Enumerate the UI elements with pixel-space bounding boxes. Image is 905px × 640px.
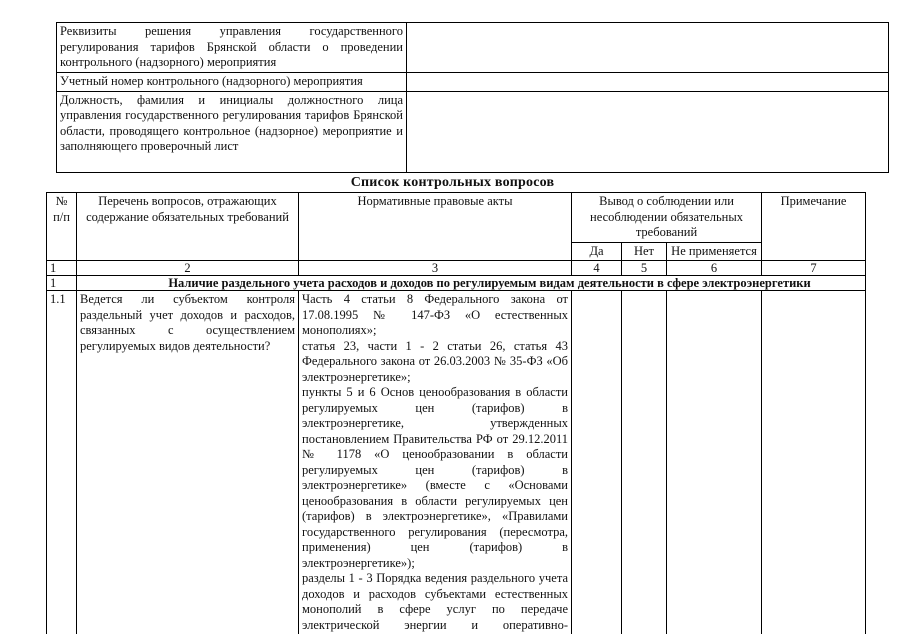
- legal-act-line: (тарифов) в электроэнергетике», «Правилами: [302, 509, 568, 523]
- legal-act-line: Федерального закона от 26.03.2003 № 35-ФЗ «Об: [302, 354, 568, 368]
- legal-act-line: электрической энергии и оперативно-: [302, 617, 568, 632]
- header-na: Не применяется: [667, 242, 762, 261]
- legal-act-line: доходов и расходов субъектами естественных: [302, 586, 568, 601]
- legal-act-line: постановлением Правительства РФ от 29.12.2011: [302, 431, 568, 446]
- legal-act-line: ценообразования в области регулируемых цен: [302, 493, 568, 508]
- decision-requisites-value: [407, 23, 889, 73]
- row-num: 1.1: [47, 291, 77, 635]
- header-row: [47, 193, 866, 243]
- column-numbers-row: [47, 261, 866, 276]
- header-conclusion: Вывод о соблюдении или несоблюдении обязательных требований: [572, 193, 762, 243]
- header-no: Нет: [622, 242, 667, 261]
- legal-act-line: электроэнергетике»;: [302, 369, 411, 384]
- details-row-decision: [57, 23, 889, 73]
- column-number-3: 3: [299, 261, 572, 276]
- header-questions: Перечень вопросов, отражающих содержание обязательных требований: [77, 193, 299, 261]
- legal-act-line: регулируемых цен (тарифов) в: [302, 400, 568, 415]
- legal-act-line: регулируемых цен (тарифов) в: [302, 462, 568, 477]
- account-number-label: Учетный номер контрольного (надзорного) мероприятия: [57, 73, 407, 92]
- row-yes-cell[interactable]: [572, 291, 622, 635]
- column-number-7: 7: [762, 261, 866, 276]
- official-value: [407, 91, 889, 172]
- legal-act-line: электроэнергетике»);: [302, 555, 415, 570]
- official-label: Должность, фамилия и инициалы должностного лица управления государственного регулирования тарифов Брянской области, проводящего контрольное (надзорное) мероприятие и заполняющего проверочный лист: [57, 91, 407, 172]
- column-number-6: 6: [667, 261, 762, 276]
- details-row-account-number: [57, 73, 889, 92]
- legal-act-line: № 1178 «О ценообразовании в области: [302, 447, 568, 461]
- legal-act-line: разделы 1 - 3 Порядка ведения раздельного учета: [302, 571, 568, 585]
- row-not-applicable-cell[interactable]: [667, 291, 762, 635]
- column-number-2: 2: [77, 261, 299, 276]
- table-row: [47, 291, 866, 635]
- row-no-cell[interactable]: [622, 291, 667, 635]
- header-acts: Нормативные правовые акты: [299, 193, 572, 261]
- section-title: Наличие раздельного учета расходов и доходов по регулируемым видам деятельности в сфере электроэнергетики: [77, 276, 866, 291]
- column-number-4: 4: [572, 261, 622, 276]
- legal-act-line: применения) цен (тарифов) в: [302, 540, 568, 554]
- header-num: № п/п: [47, 193, 77, 261]
- inspection-details-table: [56, 22, 889, 173]
- legal-act-line: монополиях»;: [302, 323, 377, 337]
- legal-act-line: монополий в сфере услуг по передаче: [302, 602, 568, 616]
- row-question: Ведется ли субъектом контроля раздельный учет доходов и расходов, связанных с осуществлением регулируемых видов деятельности?: [77, 291, 299, 635]
- column-number-1: 1: [47, 261, 77, 276]
- details-row-official: [57, 91, 889, 172]
- row-note-cell[interactable]: [762, 291, 866, 635]
- section-num: 1: [47, 276, 77, 291]
- checklist-table: [46, 192, 866, 634]
- legal-act-line: 17.08.1995 № 147-ФЗ «О естественных: [302, 307, 568, 322]
- legal-act-line: государственного регулирования (пересмотра,: [302, 524, 568, 539]
- row-legal-acts: [299, 291, 572, 635]
- legal-act-line: пункты 5 и 6 Основ ценообразования в области: [302, 385, 568, 399]
- decision-requisites-label: Реквизиты решения управления государственного регулирования тарифов Брянской области о проведении контрольного (надзорного) мероприятия: [57, 23, 407, 73]
- header-yes: Да: [572, 242, 622, 261]
- legal-act-line: Часть 4 статьи 8 Федерального закона от: [302, 292, 568, 306]
- legal-act-line: электроэнергетике» (вместе с «Основами: [302, 478, 568, 492]
- legal-act-line: электроэнергетике, утвержденных: [302, 416, 568, 430]
- legal-act-line: статья 23, части 1 - 2 статьи 26, статья 43: [302, 338, 568, 353]
- section-row: [47, 276, 866, 291]
- header-note: Примечание: [762, 193, 866, 261]
- page-title: Список контрольных вопросов: [350, 175, 555, 190]
- account-number-value: [407, 73, 889, 92]
- column-number-5: 5: [622, 261, 667, 276]
